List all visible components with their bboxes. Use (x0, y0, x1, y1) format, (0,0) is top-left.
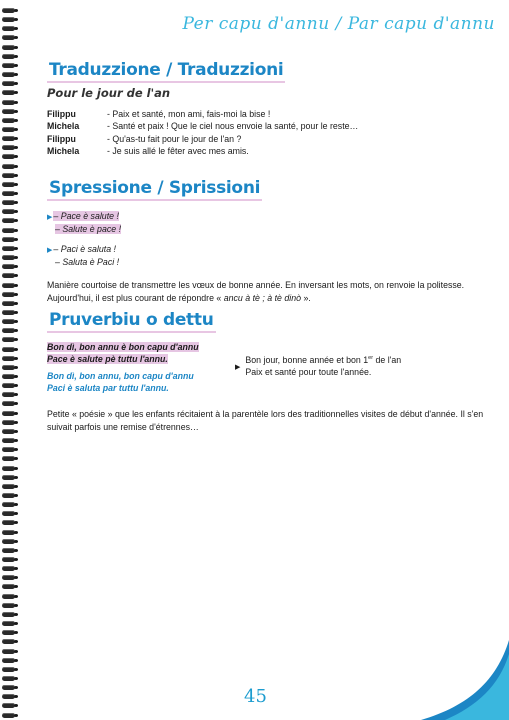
spiral-ring (2, 228, 15, 233)
spiral-ring (2, 17, 15, 22)
page-number: 45 (244, 686, 267, 707)
spiral-ring (2, 539, 15, 544)
spiral-ring (2, 26, 15, 31)
spiral-ring (2, 347, 15, 352)
spiral-ring (2, 145, 15, 150)
proverb-translation (235, 352, 401, 378)
spiral-ring (2, 100, 15, 105)
phrase-text: – Saluta è Paci ! (55, 256, 120, 267)
translation-line: Paix et santé pour toute l'année. (245, 367, 372, 377)
spiral-ring (2, 173, 15, 178)
spiral-ring (2, 484, 15, 489)
spiral-ring (2, 283, 15, 288)
spiral-ring (2, 694, 15, 699)
spiral-ring (2, 411, 15, 416)
explanation-quote: ancu à tè ; à tè dinò (223, 293, 302, 303)
spiral-ring (2, 164, 15, 169)
spiral-ring (2, 456, 15, 461)
spiral-ring (2, 594, 15, 599)
spiral-ring (2, 447, 15, 452)
note-paragraph: Petite « poésie » que les enfants récitaient à la parentèle lors des traditionnelles visites de début d'année. Il s'en suivait parfois une remise d'étrennes… (47, 409, 484, 432)
dialog-line (47, 108, 485, 120)
speaker-name: Michela (47, 121, 80, 132)
spiral-ring (2, 81, 15, 86)
spiral-ring (2, 90, 15, 95)
speaker-name: Michela (47, 145, 80, 156)
proverb-line: Bon dì, bon annu, bon capu d'annu (47, 371, 194, 381)
spiral-ring (2, 438, 15, 443)
spiral-ring (2, 8, 15, 13)
proverb-text: Pace è salute pè tuttu l'annu. (47, 353, 168, 364)
spiral-ring (2, 584, 15, 589)
phrase-line (47, 224, 485, 236)
spiral-ring (2, 530, 15, 535)
spiral-ring (2, 703, 15, 708)
spiral-ring (2, 182, 15, 187)
dialog-line (47, 120, 485, 132)
spiral-ring (2, 685, 15, 690)
speaker-name: Filippu (47, 109, 76, 119)
spiral-ring (2, 612, 15, 617)
spiral-ring (2, 511, 15, 516)
triangle-right-icon: ▶ (235, 364, 241, 371)
spiral-ring (2, 676, 15, 681)
spiral-binding (0, 0, 20, 720)
spiral-ring (2, 356, 15, 361)
proverb-text: Bon dì, bon annu è bon capu d'annu (47, 342, 199, 352)
spiral-ring (2, 603, 15, 608)
phrase-line (47, 244, 485, 257)
spiral-ring (2, 365, 15, 370)
spiral-ring (2, 392, 15, 397)
explanation-paragraph (47, 279, 485, 305)
spiral-ring (2, 557, 15, 562)
spiral-ring (2, 301, 15, 306)
triangle-right-icon: ▶ (47, 214, 53, 221)
decorative-swoosh (419, 640, 509, 720)
spiral-ring (2, 374, 15, 379)
dialog-text: - Santé et paix ! Que le ciel nous envoie la santé, pour le reste… (107, 121, 359, 132)
phrase-pair (47, 244, 485, 268)
spiral-ring (2, 466, 15, 471)
spiral-ring (2, 502, 15, 507)
spiral-ring (2, 35, 15, 40)
spiral-ring (2, 127, 15, 132)
page-header-title: Per capu d'annu / Par capu d'annu (182, 14, 495, 34)
spiral-ring (2, 273, 15, 278)
phrase-text: – Paci è saluta ! (53, 244, 116, 254)
dialog-text: - Je suis allé le fêter avec mes amis. (107, 145, 249, 156)
spiral-ring (2, 520, 15, 525)
translation-text: de l'an (373, 355, 402, 365)
proverb-block (47, 342, 485, 404)
spiral-ring (2, 246, 15, 251)
spiral-ring (2, 118, 15, 123)
dialog-text: - Paix et santé, mon ami, fais-moi la bise ! (107, 109, 271, 119)
spiral-ring (2, 319, 15, 324)
section-proverb (47, 310, 485, 434)
phrase-text: – Salute è pace ! (55, 223, 122, 234)
phrase-text: – Pace è salute ! (53, 211, 119, 221)
phrase-line (47, 211, 485, 224)
spiral-ring (2, 658, 15, 663)
translation-text: Bon jour, bonne année et bon 1 (245, 355, 369, 365)
spiral-ring (2, 475, 15, 480)
triangle-right-icon: ▶ (47, 247, 53, 254)
translation-line (245, 352, 401, 366)
explanation-text: ». (301, 293, 311, 303)
section-expression (47, 178, 485, 305)
spiral-ring (2, 667, 15, 672)
dialog-line (47, 133, 485, 145)
spiral-ring (2, 154, 15, 159)
dialog-text: - Qu'as-tu fait pour le jour de l'an ? (107, 133, 242, 144)
section-subheading: Pour le jour de l'an (47, 86, 171, 100)
explanation-text: Manière courtoise de transmettre les vœux de bonne année. En inversant les mots, on renvoie la politesse. Aujourd'hui, il est plus courant de répondre « (47, 280, 465, 303)
spiral-ring (2, 649, 15, 654)
spiral-ring (2, 566, 15, 571)
spiral-ring (2, 429, 15, 434)
spiral-ring (2, 264, 15, 269)
spiral-ring (2, 401, 15, 406)
dialog-line (47, 145, 485, 157)
phrase-line (47, 257, 485, 269)
spiral-ring (2, 493, 15, 498)
spiral-ring (2, 63, 15, 68)
spiral-ring (2, 713, 15, 718)
spiral-ring (2, 109, 15, 114)
section-heading: Pruverbiu o dettu (47, 310, 216, 333)
spiral-ring (2, 209, 15, 214)
spiral-ring (2, 191, 15, 196)
spiral-ring (2, 255, 15, 260)
spiral-ring (2, 292, 15, 297)
spiral-ring (2, 630, 15, 635)
spiral-ring (2, 420, 15, 425)
spiral-ring (2, 218, 15, 223)
speaker-name: Filippu (47, 133, 76, 144)
section-translation (47, 60, 485, 157)
section-heading: Spressione / Sprissioni (47, 178, 262, 201)
spiral-ring (2, 548, 15, 553)
phrase-pair (47, 211, 485, 235)
ordinal-suffix: er (368, 355, 374, 361)
spiral-ring (2, 639, 15, 644)
dialog (47, 108, 485, 157)
spiral-ring (2, 575, 15, 580)
spiral-ring (2, 200, 15, 205)
spiral-ring (2, 45, 15, 50)
spiral-ring (2, 72, 15, 77)
proverb-line: Paci è saluta par tuttu l'annu. (47, 382, 169, 393)
section-heading: Traduzzione / Traduzzioni (47, 60, 285, 83)
spiral-ring (2, 237, 15, 242)
spiral-ring (2, 54, 15, 59)
spiral-ring (2, 383, 15, 388)
spiral-ring (2, 621, 15, 626)
spiral-ring (2, 136, 15, 141)
spiral-ring (2, 310, 15, 315)
spiral-ring (2, 328, 15, 333)
spiral-ring (2, 337, 15, 342)
